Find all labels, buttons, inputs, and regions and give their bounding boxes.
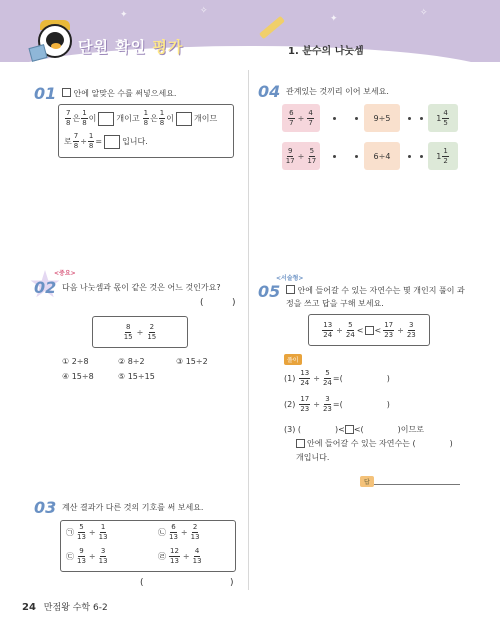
chapter-title: 1. 분수의 나눗셈 (288, 46, 364, 57)
blank-box-icon (345, 425, 354, 434)
option-4[interactable]: ④ 15÷8 (62, 372, 94, 381)
section-title (78, 36, 183, 57)
page-header (0, 0, 500, 62)
blank-box-icon (286, 285, 295, 294)
q02-expression-box: $\frac{8}{15}$ ÷ $\frac{2}{15}$ (92, 316, 188, 348)
fraction: $\frac{1}{8}$ (159, 109, 165, 127)
star-decoration-icon: ✧ (420, 8, 428, 18)
answer-blank-3[interactable] (104, 135, 120, 149)
q01-sentence-line-1: $\frac{7}{8}$ 은 $\frac{1}{8}$ 이 개이고 $\frac{1}{8}$ 은 $\frac{1}{8}$ 이 개이므 (66, 109, 218, 127)
answer-paren-open: ( (140, 578, 144, 588)
question-instruction-line-2: 정을 쓰고 답을 구해 보세요. (286, 299, 384, 308)
match-right-card-1[interactable]: 1 $\frac{4}{5}$ (428, 104, 458, 132)
instruction-text: 안에 알맞은 수를 써넣으세요. (73, 89, 177, 98)
answer-paren-close: ) (232, 298, 236, 308)
answer-blank-1[interactable] (98, 112, 114, 126)
match-dot[interactable] (420, 155, 423, 158)
fraction: $\frac{7}{8}$ (66, 109, 71, 127)
question-instruction: 다음 나눗셈과 몫이 같은 것은 어느 것인가요? (62, 283, 221, 292)
q03-item-1: ㉠ $\frac{5}{13}$ ÷ $\frac{1}{13}$ (66, 523, 108, 541)
blank-box-icon (365, 326, 374, 335)
question-number: 02 (34, 278, 57, 297)
solution-label: 풀이 (284, 354, 302, 365)
blank-box-icon (62, 88, 71, 97)
question-instruction: 관계있는 것끼리 이어 보세요. (286, 87, 389, 96)
column-divider (248, 70, 249, 590)
section-title-main: 단원 확인 (78, 38, 147, 56)
match-right-card-2[interactable]: 1 $\frac{1}{2}$ (428, 142, 458, 170)
match-dot[interactable] (408, 117, 411, 120)
question-number: 05 (258, 282, 281, 301)
match-middle-card-1[interactable]: 9÷5 (364, 104, 400, 132)
q01-sentence-line-2: 로 $\frac{7}{8}$ ÷ $\frac{1}{8}$ = 입니다. (64, 132, 148, 150)
answer-label: 답 (360, 476, 374, 487)
option-5[interactable]: ⑤ 15÷15 (118, 372, 155, 381)
answer-paren-open: ( (200, 298, 204, 308)
important-tag: <중요> (54, 270, 76, 277)
question-instruction: 계산 결과가 다른 것의 기호를 써 보세요. (62, 503, 204, 512)
header-wave-decoration (0, 46, 500, 62)
solution-step-3: (3) ( )< <( )이므로 (284, 425, 424, 434)
option-1[interactable]: ① 2÷8 (62, 357, 89, 366)
option-2[interactable]: ② 8÷2 (118, 357, 145, 366)
page-number: 24 (22, 602, 36, 613)
question-number: 01 (34, 84, 57, 103)
match-dot[interactable] (420, 117, 423, 120)
question-instruction (62, 88, 176, 99)
match-dot[interactable] (355, 155, 358, 158)
question-instruction-line-1: 안에 들어갈 수 있는 자연수는 몇 개인지 풀이 과 (286, 285, 465, 296)
match-middle-card-2[interactable]: 6÷4 (364, 142, 400, 170)
match-dot[interactable] (333, 155, 336, 158)
section-title-accent: 평가 (152, 38, 184, 56)
question-number: 03 (34, 498, 57, 517)
match-dot[interactable] (408, 155, 411, 158)
q05-condition-box: $\frac{13}{24}$ ÷ $\frac{5}{24}$ < < $\frac{17}{23}$ ÷ $\frac{3}{23}$ (308, 314, 430, 346)
match-dot[interactable] (333, 117, 336, 120)
blank-box-icon (296, 439, 305, 448)
answer-blank-2[interactable] (176, 112, 192, 126)
essay-tag: <서술형> (276, 275, 304, 282)
option-3[interactable]: ③ 15÷2 (176, 357, 208, 366)
answer-paren-close: ) (230, 578, 234, 588)
match-dot[interactable] (355, 117, 358, 120)
match-left-card-2[interactable]: $\frac{9}{17}$ ÷ $\frac{5}{17}$ (282, 142, 320, 170)
solution-step-3-line-2: 안에 들어갈 수 있는 자연수는 ( ) (296, 438, 453, 449)
page-footer (22, 600, 108, 613)
solution-step-3-line-3: 개입니다. (296, 453, 330, 462)
pencil-decoration-icon (259, 16, 285, 39)
solution-step-1: (1) $\frac{13}{24}$ ÷ $\frac{5}{24}$ =( ) (284, 369, 390, 387)
star-decoration-icon: ✧ (200, 6, 208, 16)
fraction: $\frac{2}{15}$ (147, 322, 157, 341)
q03-item-3: ㉢ $\frac{9}{13}$ ÷ $\frac{3}{13}$ (66, 547, 108, 565)
q03-item-2: ㉡ $\frac{6}{13}$ ÷ $\frac{2}{13}$ (158, 523, 200, 541)
fraction: $\frac{8}{15}$ (123, 322, 133, 341)
match-left-card-1[interactable]: $\frac{6}{7}$ ÷ $\frac{4}{7}$ (282, 104, 320, 132)
book-title: 만점왕 수학 6-2 (43, 603, 108, 613)
solution-step-2: (2) $\frac{17}{23}$ ÷ $\frac{3}{23}$ =( ) (284, 395, 390, 413)
question-number: 04 (258, 82, 281, 101)
fraction: $\frac{1}{8}$ (82, 109, 87, 127)
fraction: $\frac{7}{8}$ (73, 132, 79, 150)
star-decoration-icon: ✦ (120, 10, 128, 20)
fraction: $\frac{1}{8}$ (88, 132, 94, 150)
q03-item-4: ㉣ $\frac{12}{13}$ ÷ $\frac{4}{13}$ (158, 547, 202, 565)
star-decoration-icon: ✦ (330, 14, 338, 24)
answer-line[interactable] (374, 484, 460, 485)
fraction: $\frac{1}{8}$ (143, 109, 149, 127)
